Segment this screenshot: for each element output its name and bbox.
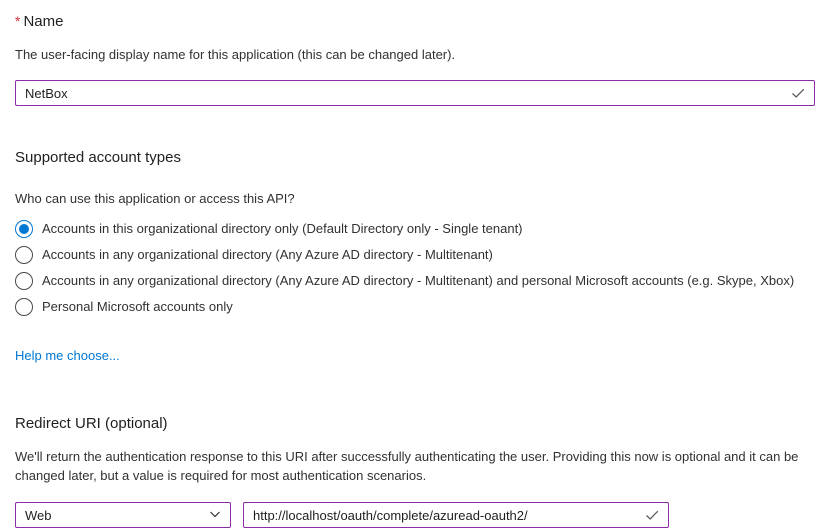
- radio-option-label: Accounts in any organizational directory (Any Azure AD directory - Multitenant): [42, 247, 493, 262]
- name-input[interactable]: [15, 80, 815, 106]
- name-title-text: Name: [23, 13, 64, 30]
- required-marker: *: [15, 13, 21, 29]
- platform-select-value: Web: [25, 507, 52, 523]
- redirect-uri-section: [15, 414, 815, 528]
- radio-option-multitenant-personal[interactable]: [15, 272, 815, 290]
- name-section: [15, 11, 815, 106]
- radio-icon[interactable]: [15, 220, 33, 238]
- radio-icon[interactable]: [15, 272, 33, 290]
- redirect-uri-input[interactable]: [243, 502, 669, 528]
- radio-option-multitenant[interactable]: [15, 246, 815, 264]
- redirect-uri-title: Redirect URI (optional): [15, 415, 168, 432]
- redirect-uri-input-wrap: [243, 502, 669, 528]
- account-types-section: [15, 148, 815, 365]
- redirect-uri-row: [15, 502, 815, 528]
- radio-option-label: Personal Microsoft accounts only: [42, 299, 233, 314]
- platform-select[interactable]: [15, 502, 231, 528]
- account-types-question: Who can use this application or access this API?: [15, 191, 295, 206]
- chevron-down-icon: [208, 507, 222, 524]
- name-input-wrap: [15, 80, 815, 106]
- redirect-uri-description: We'll return the authentication response to this URI after successfully authenticating the user. Providing this now is optional and it can be changed later, but a value is required for most authentication scenarios.: [15, 449, 799, 483]
- name-description: The user-facing display name for this application (this can be changed later).: [15, 47, 456, 62]
- radio-option-label: Accounts in this organizational directory only (Default Directory only - Single tenant): [42, 221, 523, 236]
- account-types-title: Supported account types: [15, 149, 181, 166]
- radio-icon[interactable]: [15, 298, 33, 316]
- name-section-title: [15, 11, 815, 32]
- radio-option-label: Accounts in any organizational directory (Any Azure AD directory - Multitenant) and personal Microsoft accounts (e.g. Skype, Xbox): [42, 273, 795, 288]
- radio-option-single-tenant[interactable]: [15, 220, 815, 238]
- radio-icon[interactable]: [15, 246, 33, 264]
- radio-option-personal-only[interactable]: [15, 298, 815, 316]
- help-me-choose-link[interactable]: Help me choose...: [15, 348, 120, 363]
